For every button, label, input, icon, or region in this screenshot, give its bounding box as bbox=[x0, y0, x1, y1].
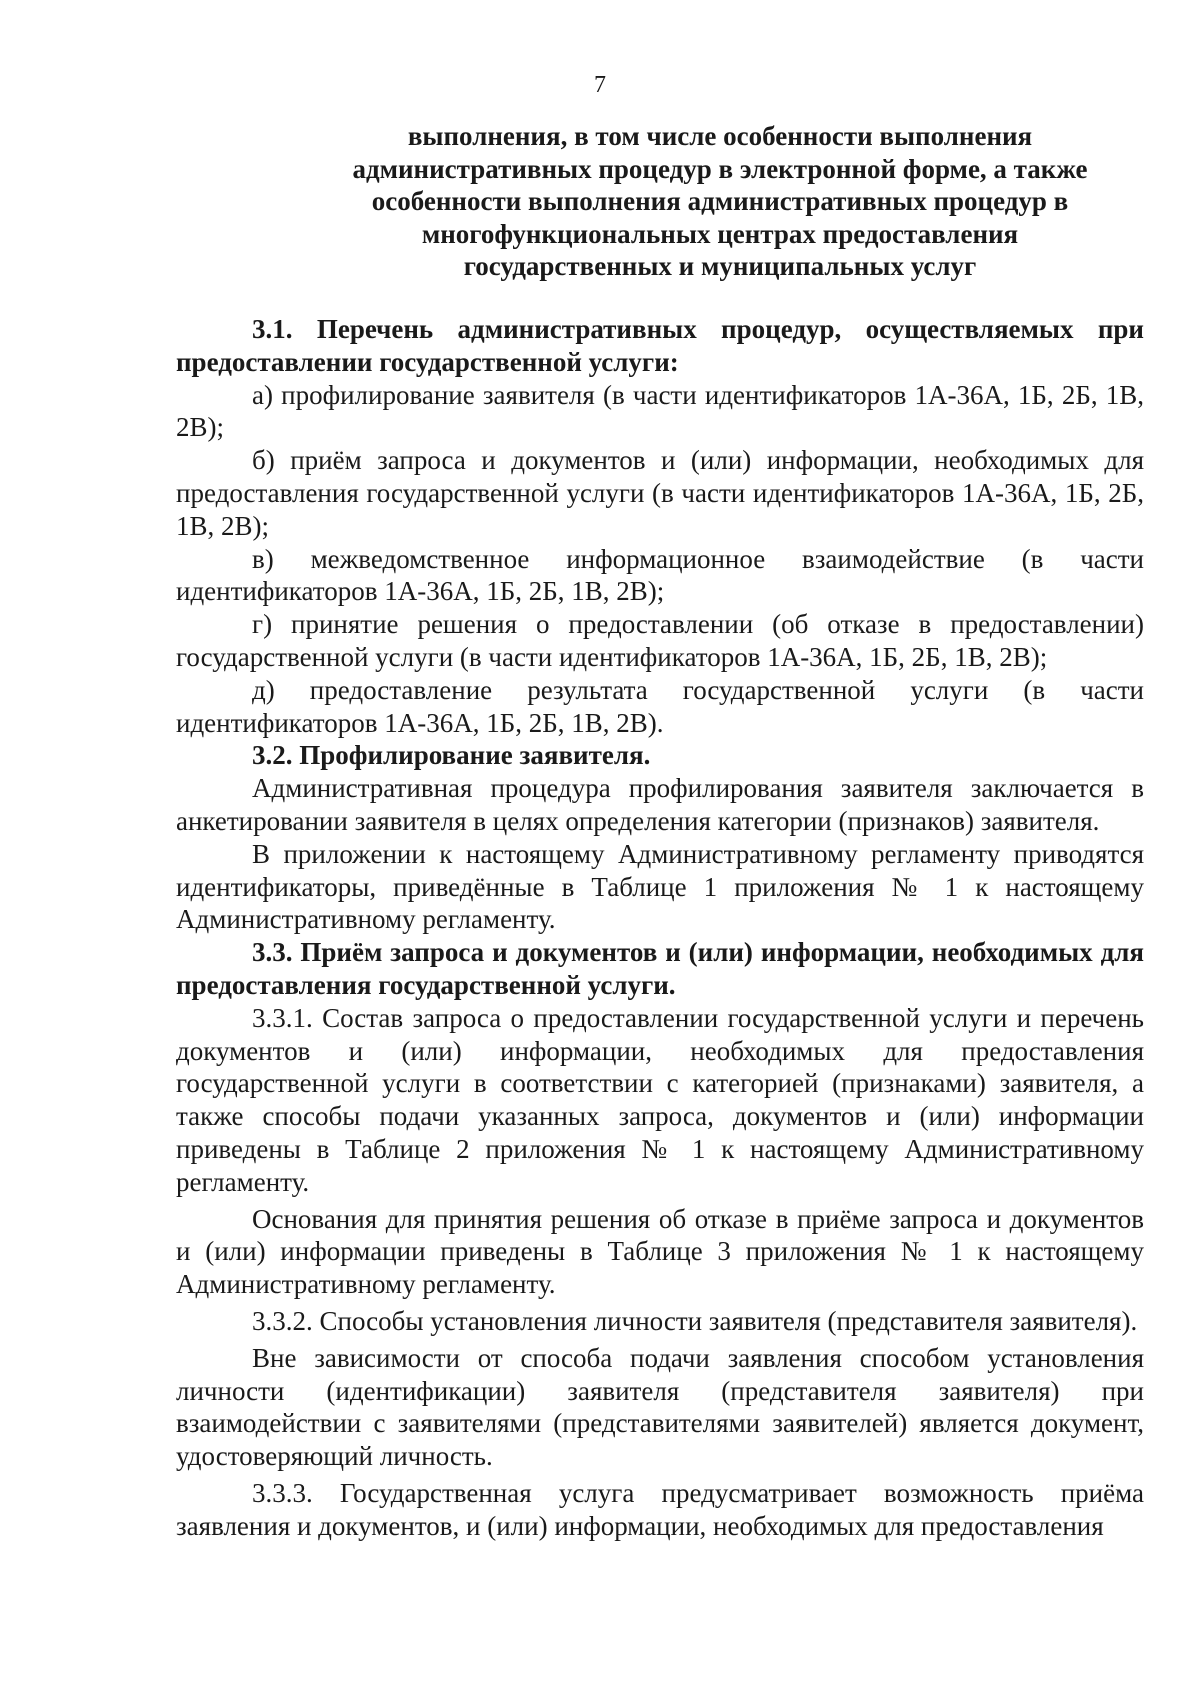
heading-3-3: 3.3. Приём запроса и документов и (или) информации, необходимых для предоставления государственной услуги. bbox=[176, 937, 1144, 1000]
document-body bbox=[176, 313, 1144, 1542]
list-item-d: д) предоставление результата государственной услуги (в части идентификаторов 1А-36А, 1Б, 2Б, 1В, 2В). bbox=[176, 674, 1144, 738]
title-line: административных процедур в электронной форме, а также bbox=[352, 153, 1088, 184]
paragraph-3-3-3: 3.3.3. Государственная услуга предусматривает возможность приёма заявления и документов, и (или) информации, необходимых для предоставления bbox=[176, 1477, 1144, 1541]
list-item-v: в) межведомственное информационное взаимодействие (в части идентификаторов 1А-36А, 1Б, 2Б, 1В, 2В); bbox=[176, 543, 1144, 607]
paragraph-3-3-1: 3.3.1. Состав запроса о предоставлении государственной услуги и перечень документов и (или) информации, необходимых для предоставления государственной услуги в соответствии с категорией (признаками) заявителя, а также способы подачи указанных запроса, документов и (или) информации приведены в Таблице 2 приложения № 1 к настоящему Административному регламенту. bbox=[176, 1002, 1144, 1197]
title-line: особенности выполнения административных процедур в bbox=[371, 186, 1069, 216]
paragraph: Вне зависимости от способа подачи заявления способом установления личности (идентификации) заявителя (представителя заявителя) при взаимодействии с заявителями (представителями заявителей) является документ, удостоверяющий личность. bbox=[176, 1342, 1144, 1472]
paragraph: В приложении к настоящему Административному регламенту приводятся идентификаторы, приведённые в Таблице 1 приложения № 1 к настоящему Административному регламенту. bbox=[176, 838, 1144, 935]
list-item-a: а) профилирование заявителя (в части идентификаторов 1А-36А, 1Б, 2Б, 1В, 2В); bbox=[176, 379, 1144, 443]
heading-3-1: 3.1. Перечень административных процедур, осуществляемых при предоставлении государственной услуги: bbox=[176, 314, 1144, 377]
page-number: 7 bbox=[594, 72, 606, 98]
list-item-g: г) принятие решения о предоставлении (об отказе в предоставлении) государственной услуги (в части идентификаторов 1А-36А, 1Б, 2Б, 1В, 2В); bbox=[176, 609, 1144, 672]
section-title bbox=[300, 120, 1140, 283]
paragraph-3-3-2: 3.3.2. Способы установления личности заявителя (представителя заявителя). bbox=[252, 1305, 1138, 1336]
title-line: выполнения, в том числе особенности выполнения bbox=[407, 121, 1033, 151]
paragraph: Административная процедура профилирования заявителя заключается в анкетировании заявителя в целях определения категории (признаков) заявителя. bbox=[176, 773, 1144, 836]
title-line: государственных и муниципальных услуг bbox=[463, 251, 977, 281]
paragraph: Основания для принятия решения об отказе в приёме запроса и документов и (или) информации приведены в Таблице 3 приложения № 1 к настоящему Административному регламенту. bbox=[176, 1203, 1144, 1300]
list-item-b: б) приём запроса и документов и (или) информации, необходимых для предоставления государственной услуги (в части идентификаторов 1А-36А, 1Б, 2Б, 1В, 2В); bbox=[176, 445, 1144, 541]
title-line: многофункциональных центрах предоставления bbox=[421, 218, 1019, 249]
heading-3-2: 3.2. Профилирование заявителя. bbox=[252, 740, 651, 771]
